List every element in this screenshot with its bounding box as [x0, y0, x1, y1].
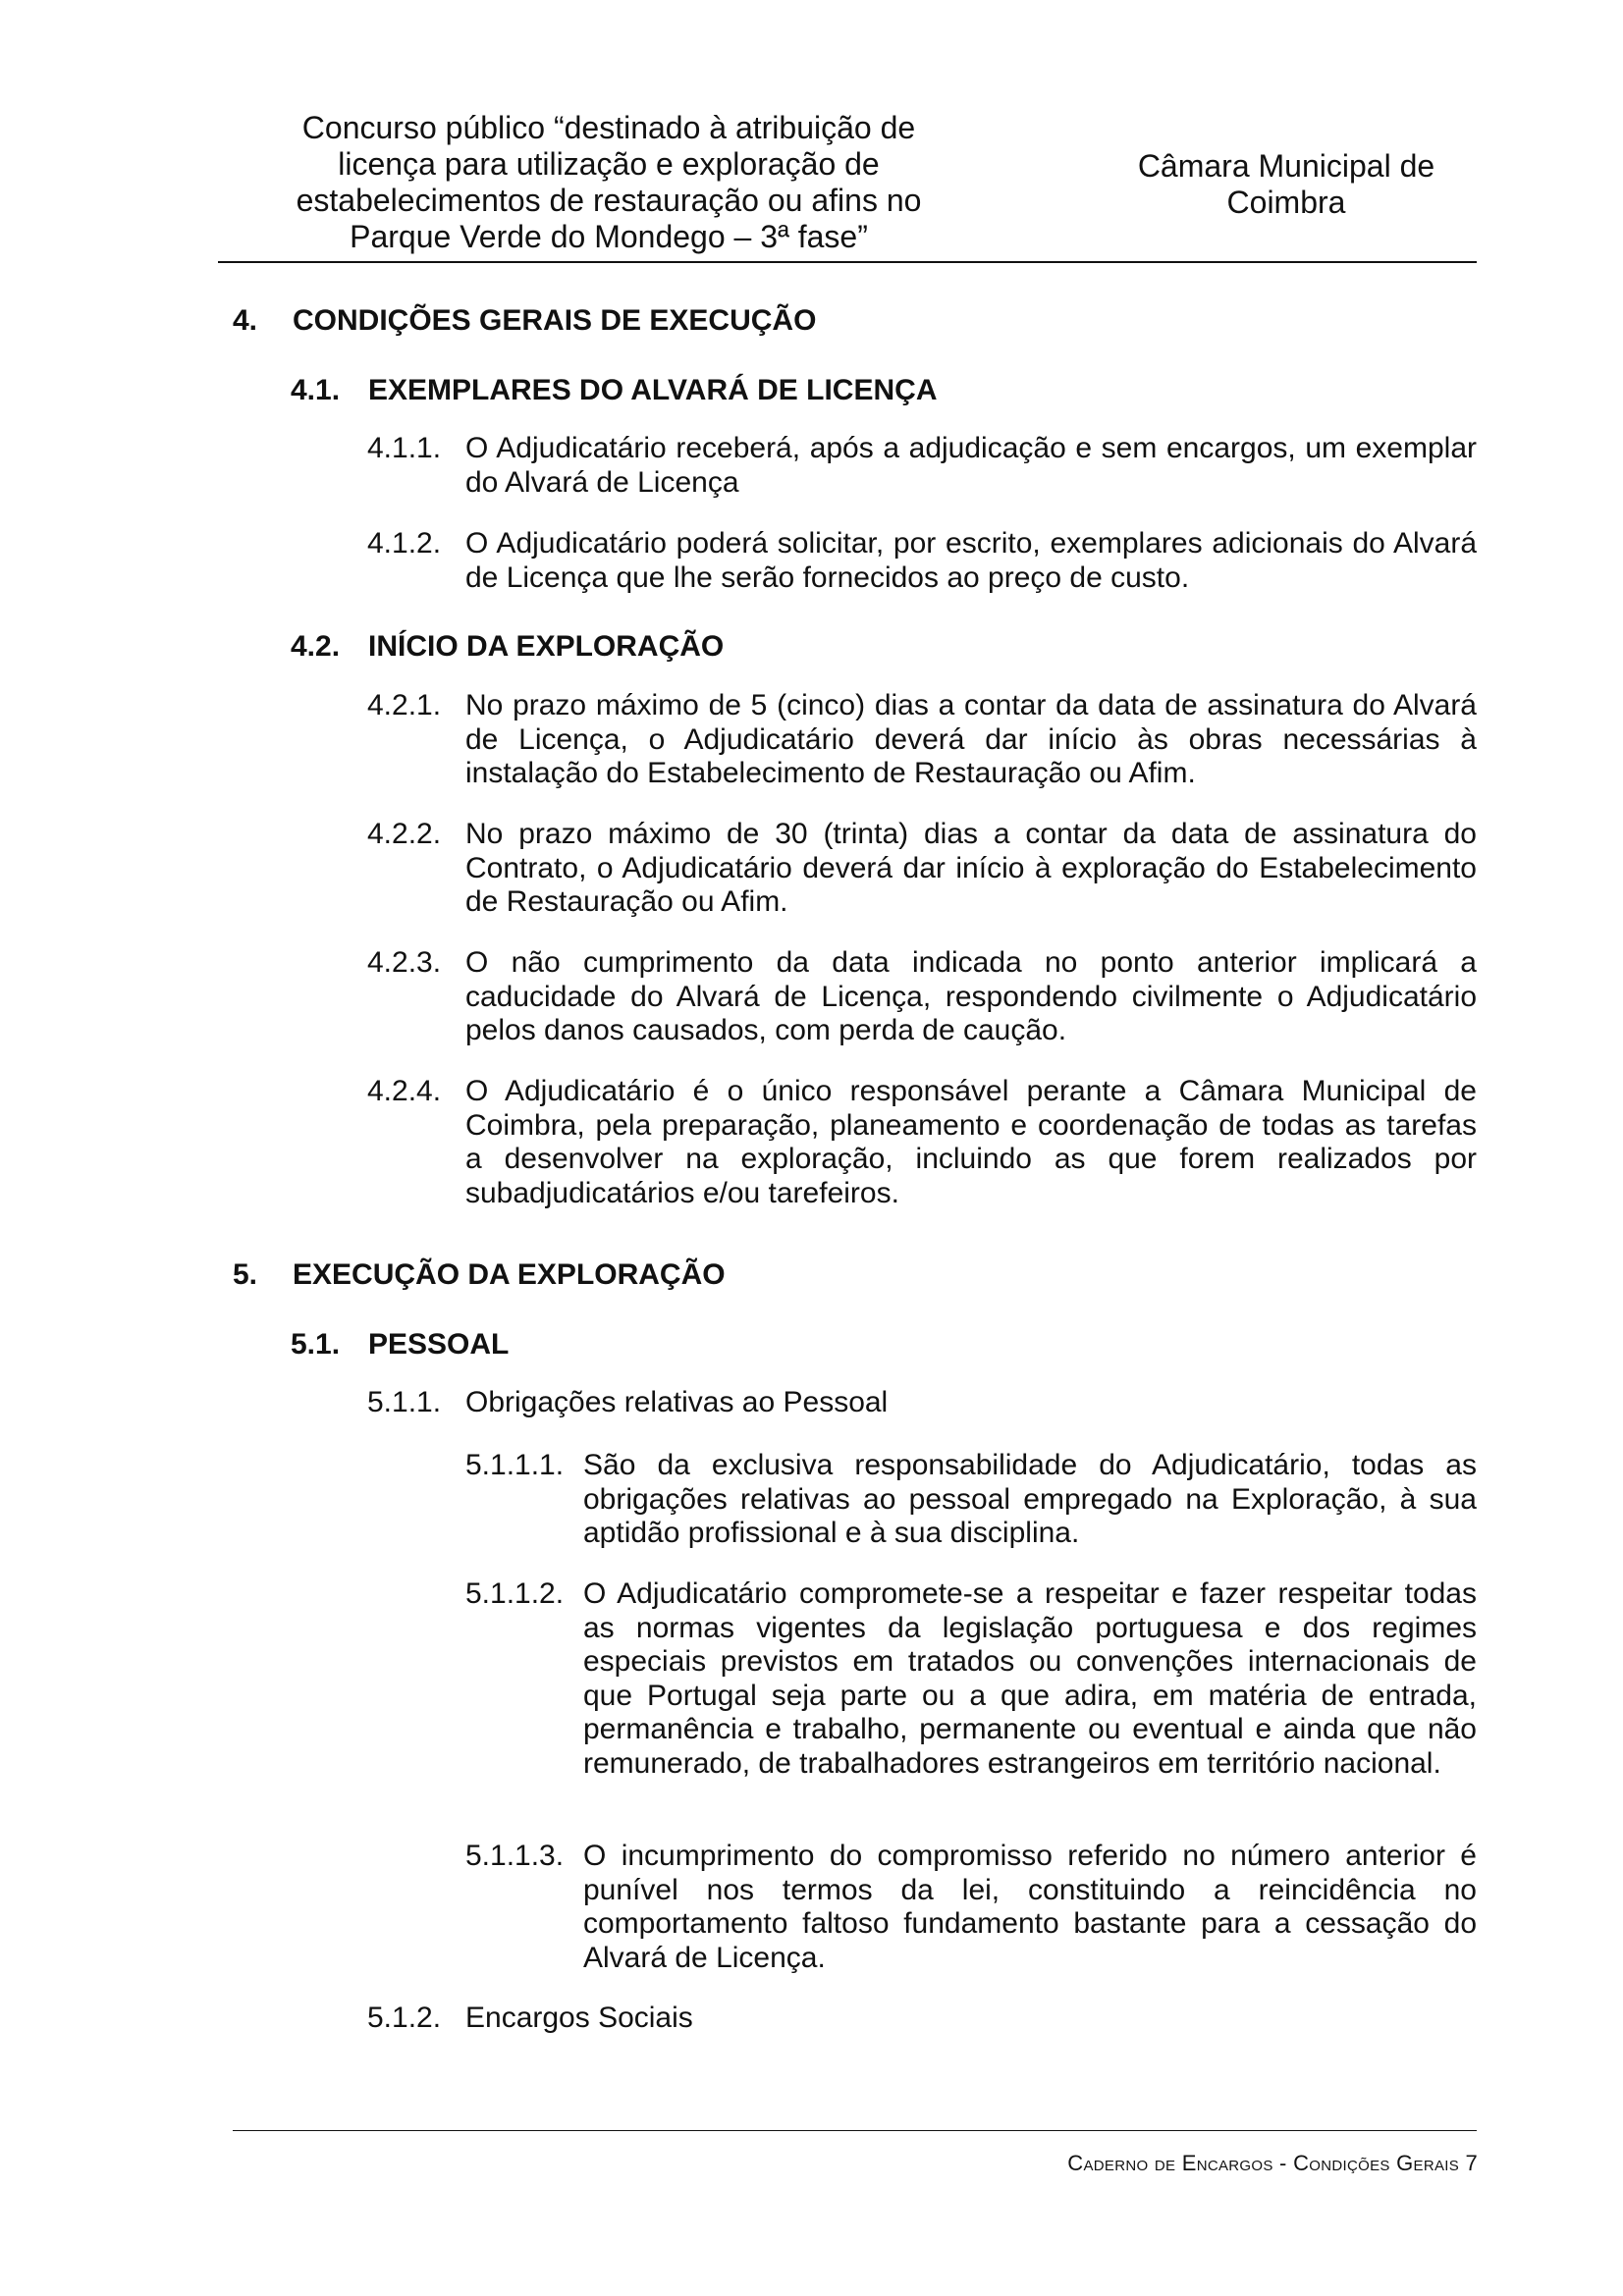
clause-text: O incumprimento do compromisso referido no número anterior é punível nos termos da lei, constituindo a reincidência no comportamento faltoso fundamento bastante para a cessação do Alvará de Licença. [583, 1840, 1477, 1974]
clause-5-1-1 [367, 1386, 1477, 1420]
footer-document-name: Caderno de Encargos [1067, 2151, 1273, 2175]
clause-text: O Adjudicatário compromete-se a respeitar e fazer respeitar todas as normas vigentes da legislação portuguesa e dos regimes especiais previstos em tratados ou convenções internacionais de que Portugal seja parte ou a que adira, em matéria de entrada, permanência e trabalho, permanente ou eventual e ainda que não remunerado, de trabalhadores estrangeiros em território nacional. [583, 1577, 1477, 1780]
clause-text: O Adjudicatário poderá solicitar, por escrito, exemplares adicionais do Alvará de Licença que lhe serão fornecidos ao preço de custo. [465, 527, 1477, 594]
clause-text: Obrigações relativas ao Pessoal [465, 1386, 889, 1418]
section-title: EXECUÇÃO DA EXPLORAÇÃO [293, 1258, 726, 1291]
clause-text: No prazo máximo de 30 (trinta) dias a contar da data de assinatura do Contrato, o Adjudicatário deverá dar início à exploração do Estabelecimento de Restauração ou Afim. [465, 818, 1477, 918]
clause-number: 4.2.4. [367, 1075, 442, 1107]
section-heading-4 [233, 303, 816, 339]
clause-number: 4.1.1. [367, 432, 442, 464]
header-title [265, 110, 952, 255]
section-title: INÍCIO DA EXPLORAÇÃO [368, 630, 725, 663]
clause-5-1-1-3 [465, 1840, 1477, 1975]
clause-text: No prazo máximo de 5 (cinco) dias a contar da data de assinatura do Alvará de Licença, o Adjudicatário deverá dar início às obras necessárias à instalação do Estabelecimento de Restauração ou Afim. [465, 689, 1477, 789]
header-title-line: Parque Verde do Mondego – 3ª fase” [350, 219, 868, 254]
clause-4-1-1 [367, 432, 1477, 500]
header-title-line: Concurso público “destinado à atribuição de [301, 110, 916, 145]
clause-5-1-1-2 [465, 1577, 1477, 1781]
clause-4-2-1 [367, 689, 1477, 791]
clause-text: O não cumprimento da data indicada no ponto anterior implicará a caducidade do Alvará de Licença, respondendo civilmente o Adjudicatário pelos danos causados, com perda de caução. [465, 946, 1477, 1046]
footer-part-name: Condições Gerais [1293, 2151, 1460, 2175]
clause-number: 5.1.1.3. [465, 1840, 565, 1872]
footer-divider [233, 2130, 1477, 2131]
section-number: 4. [233, 304, 258, 337]
clause-text: O Adjudicatário é o único responsável perante a Câmara Municipal de Coimbra, pela preparação, planeamento e coordenação de todas as tarefas a desenvolver na exploração, incluindo as que forem realizados por subadjudicatários e/ou tarefeiros. [465, 1075, 1477, 1209]
header-organization-line: Coimbra [1226, 185, 1346, 220]
clause-number: 4.2.1. [367, 689, 442, 721]
footer-separator: - [1272, 2151, 1294, 2175]
clause-number: 4.1.2. [367, 527, 442, 560]
clause-5-1-1-1 [465, 1449, 1477, 1551]
section-heading-5-1 [291, 1327, 509, 1362]
page-number: 7 [1465, 2151, 1478, 2175]
clause-4-2-3 [367, 946, 1477, 1048]
clause-text: O Adjudicatário receberá, após a adjudicação e sem encargos, um exemplar do Alvará de Licença [465, 432, 1477, 499]
clause-text: São da exclusiva responsabilidade do Adjudicatário, todas as obrigações relativas ao pessoal empregado na Exploração, à sua aptidão profissional e à sua disciplina. [583, 1449, 1477, 1549]
header-organization [1060, 148, 1512, 221]
section-title: CONDIÇÕES GERAIS DE EXECUÇÃO [293, 304, 817, 337]
section-number: 4.2. [291, 630, 341, 663]
clause-4-2-4 [367, 1075, 1477, 1210]
section-heading-4-1 [291, 373, 937, 408]
header-organization-line: Câmara Municipal de [1137, 148, 1435, 184]
clause-number: 5.1.1.1. [465, 1449, 565, 1481]
clause-number: 4.2.2. [367, 818, 442, 850]
clause-number: 5.1.1.2. [465, 1577, 565, 1610]
clause-4-1-2 [367, 527, 1477, 595]
section-number: 5. [233, 1258, 258, 1291]
header-divider [218, 261, 1477, 263]
section-title: EXEMPLARES DO ALVARÁ DE LICENÇA [368, 374, 938, 406]
section-number: 4.1. [291, 374, 341, 406]
page-footer [1067, 2151, 1478, 2176]
section-heading-4-2 [291, 629, 724, 665]
header-title-line: licença para utilização e exploração de [338, 146, 880, 182]
clause-number: 4.2.3. [367, 946, 442, 979]
header-title-line: estabelecimentos de restauração ou afins no [296, 183, 922, 218]
clause-4-2-2 [367, 818, 1477, 920]
section-heading-5 [233, 1257, 726, 1293]
clause-number: 5.1.2. [367, 2002, 442, 2034]
clause-5-1-2 [367, 2002, 1477, 2036]
section-number: 5.1. [291, 1328, 341, 1361]
clause-number: 5.1.1. [367, 1386, 442, 1418]
clause-text: Encargos Sociais [465, 2002, 693, 2034]
section-title: PESSOAL [368, 1328, 510, 1361]
